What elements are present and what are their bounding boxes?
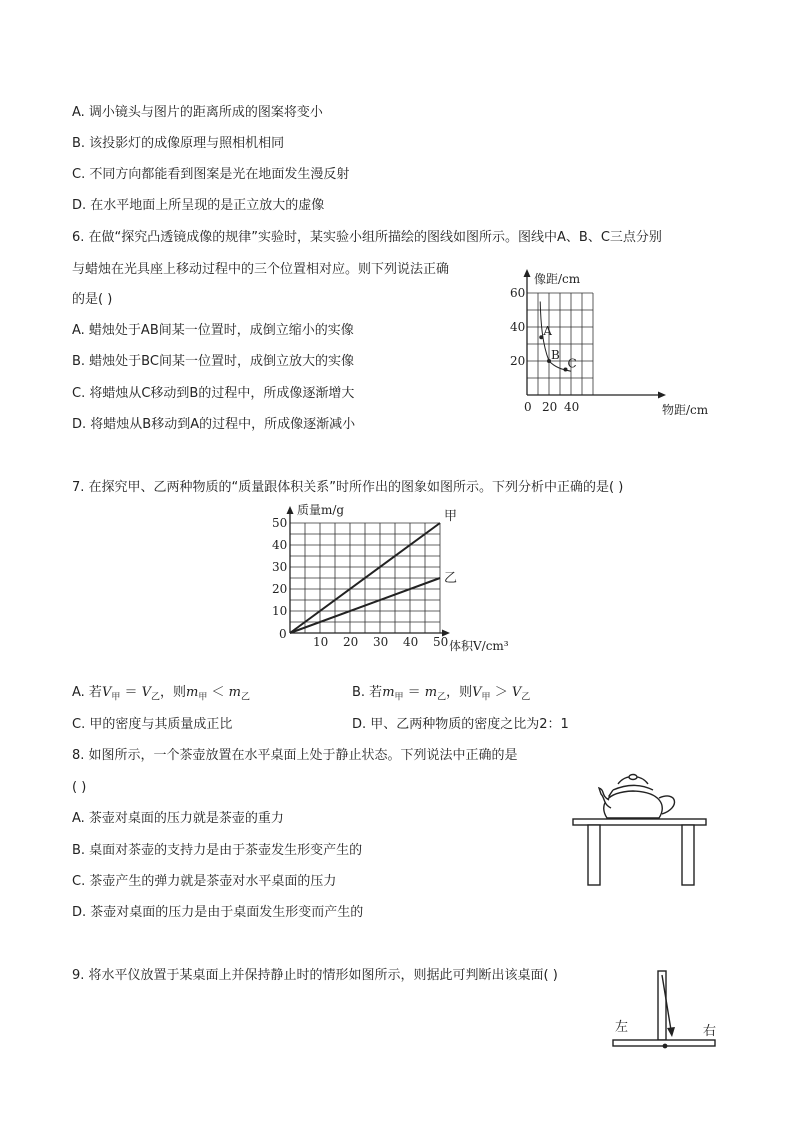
q7-option-c: C. 甲的密度与其质量成正比 [72, 717, 233, 732]
q6-y-axis-label: 像距/cm [534, 272, 581, 286]
q8-stem: 8. 如图所示，一个茶壶放置在水平桌面上处于静止状态。下列说法中正确的是 [72, 748, 518, 763]
q6-x-tick-label: 40 [564, 400, 580, 414]
level-instrument-icon [613, 971, 715, 1046]
q6-x-tick-label: 0 [524, 400, 532, 414]
level-instrument-figure [605, 965, 725, 1060]
q6-stem-line1: 6. 在做“探究凸透镜成像的规律”实验时，某实验小组所描绘的图线如图所示。图线中A、B、C三点分别 [72, 230, 662, 245]
q8-option-b: B. 桌面对茶壶的支持力是由于茶壶发生形变产生的 [72, 843, 363, 858]
q7-y-tick-label: 20 [272, 582, 288, 596]
q7-y-tick-label: 50 [272, 516, 288, 530]
plumb-bob-arrow [667, 1027, 675, 1037]
q6-y-tick-label: 60 [510, 286, 526, 300]
q7-x-tick-label: 40 [403, 635, 419, 649]
q8-option-c: C. 茶壶产生的弹力就是茶壶对水平桌面的压力 [72, 874, 337, 889]
q6-x-tick-label: 20 [542, 400, 558, 414]
q5-option-a: A. 调小镜头与图片的距离所成的图案将变小 [72, 105, 323, 120]
q6-y-tick-label: 40 [510, 320, 526, 334]
q7-y-axis-label: 质量m/g [297, 503, 345, 517]
q6-point-label-c: C [567, 356, 577, 371]
q7-y-tick-label: 30 [272, 560, 288, 574]
center-mark [663, 1044, 668, 1049]
q7-option-a: A. 若$V_甲 = V_乙$，则$m_甲 < m_乙$ [72, 685, 250, 703]
q6-stem-line2: 与蜡烛在光具座上移动过程中的三个位置相对应。则下列说法正确 [72, 262, 450, 277]
teapot-on-table-figure [565, 768, 715, 890]
q7-x-tick-label: 20 [343, 635, 359, 649]
q6-option-c: C. 将蜡烛从C移动到B的过程中，所成像逐渐增大 [72, 386, 355, 401]
q7-option-d: D. 甲、乙两种物质的密度之比为2：1 [352, 717, 569, 732]
table-icon [573, 819, 706, 885]
q7-series-label-2: 乙 [444, 571, 458, 586]
q8-option-d: D. 茶壶对桌面的压力是由于桌面发生形变而产生的 [72, 905, 364, 920]
q7-x-axis-label: 体积V/cm³ [449, 639, 509, 653]
q5-option-c: C. 不同方向都能看到图案是光在地面发生漫反射 [72, 167, 350, 182]
left-label: 左 [615, 1020, 629, 1035]
q6-option-a: A. 蜡烛处于AB间某一位置时，成倒立缩小的实像 [72, 323, 354, 338]
q6-y-arrow [524, 269, 531, 277]
q8-option-a: A. 茶壶对桌面的压力就是茶壶的重力 [72, 811, 284, 826]
q6-point-label-a: A [543, 324, 552, 339]
q7-x-tick-label: 30 [373, 635, 389, 649]
q7-y-arrow [287, 506, 294, 514]
right-label: 右 [703, 1024, 717, 1039]
q5-option-d: D. 在水平地面上所呈现的是正立放大的虚像 [72, 198, 325, 213]
q6-y-tick-label: 20 [510, 354, 526, 368]
q7-stem: 7. 在探究甲、乙两种物质的“质量跟体积关系”时所作出的图象如图所示。下列分析中正确的是( ) [72, 480, 624, 495]
q7-x-tick-label: 10 [313, 635, 329, 649]
q7-x-tick-label: 50 [433, 635, 449, 649]
q6-option-d: D. 将蜡烛从B移动到A的过程中，所成像逐渐减小 [72, 417, 356, 432]
q6-x-arrow [658, 392, 666, 399]
q7-option-b: B. 若$m_甲 = m_乙$，则$V_甲 > V_乙$ [352, 685, 531, 703]
q9-stem: 9. 将水平仪放置于某桌面上并保持静止时的情形如图所示，则据此可判断出该桌面( ) [72, 968, 558, 983]
q7-mass-volume-chart [262, 500, 527, 655]
q6-x-axis-label: 物距/cm [662, 403, 709, 417]
q8-paren: ( ) [72, 780, 87, 795]
q7-y-tick-label: 40 [272, 538, 288, 552]
q6-lens-chart [500, 265, 730, 425]
q7-origin-label: 0 [279, 627, 287, 641]
teapot-icon [599, 775, 674, 819]
q7-y-tick-label: 10 [272, 604, 288, 618]
q6-option-b: B. 蜡烛处于BC间某一位置时，成倒立放大的实像 [72, 354, 354, 369]
q5-option-b: B. 该投影灯的成像原理与照相机相同 [72, 136, 285, 151]
q6-point-label-b: B [551, 348, 560, 362]
q6-stem-line3: 的是( ) [72, 292, 113, 307]
q7-series-label-1: 甲 [444, 509, 458, 524]
